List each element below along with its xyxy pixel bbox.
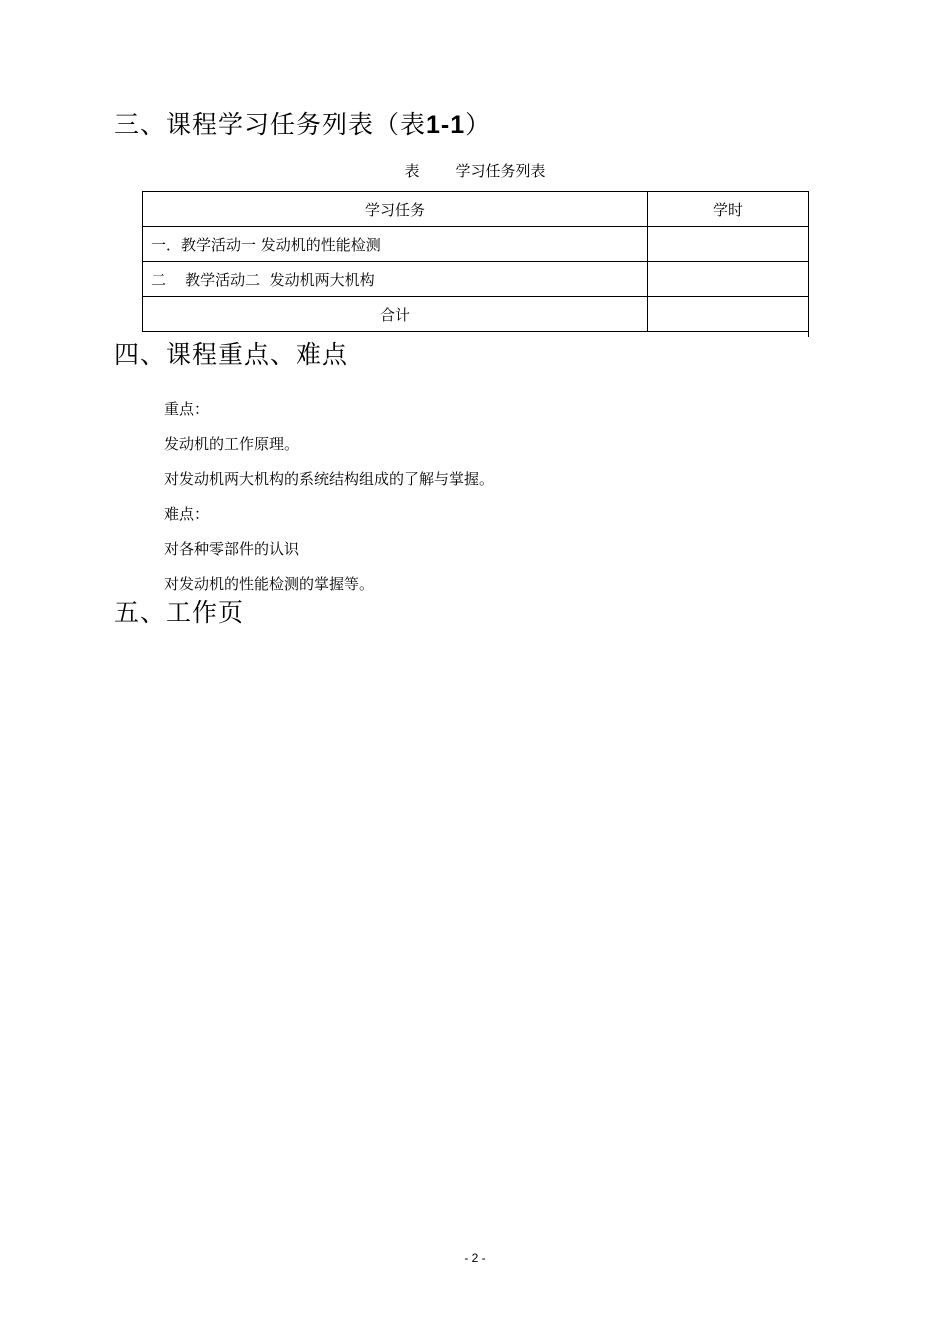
- table-total-row: [143, 297, 809, 332]
- section-heading-close: ）: [465, 110, 492, 139]
- task-cell: 二 教学活动二 发动机两大机构: [143, 262, 648, 297]
- section-heading-worksheet: 五、工作页: [114, 598, 245, 627]
- header-task: 学习任务: [143, 192, 648, 227]
- table-header-row: [143, 192, 809, 227]
- hours-cell: [648, 227, 809, 262]
- task-table: [142, 191, 809, 332]
- page-number: - 2 -: [464, 1251, 486, 1265]
- table-caption-prefix: 表: [404, 162, 420, 180]
- table-row: [143, 227, 809, 262]
- section-heading-text: 三、课程学习任务列表（表: [114, 110, 427, 139]
- section-heading-course-tasks: [114, 109, 491, 141]
- total-hours-cell: [648, 297, 809, 332]
- total-label: 合计: [143, 297, 648, 332]
- table-row: [143, 262, 809, 297]
- key-point-item: 发动机的工作原理。: [164, 435, 300, 453]
- key-points-label: 重点：: [164, 400, 210, 418]
- task-cell: 一．教学活动一 发动机的性能检测: [143, 227, 648, 262]
- difficult-point-item: 对各种零部件的认识: [164, 540, 300, 558]
- table-reference: 1-1: [426, 111, 466, 139]
- key-point-item: 对发动机两大机构的系统结构组成的了解与掌握。: [164, 470, 495, 488]
- section-heading-key-points: 四、课程重点、难点: [114, 340, 349, 369]
- table-caption-title: 学习任务列表: [455, 162, 546, 180]
- table-caption: [0, 160, 950, 182]
- header-hours: 学时: [648, 192, 809, 227]
- difficult-points-label: 难点：: [164, 505, 210, 523]
- difficult-point-item: 对发动机的性能检测的掌握等。: [164, 575, 375, 593]
- hours-cell: [648, 262, 809, 297]
- table-border-double: [808, 191, 809, 337]
